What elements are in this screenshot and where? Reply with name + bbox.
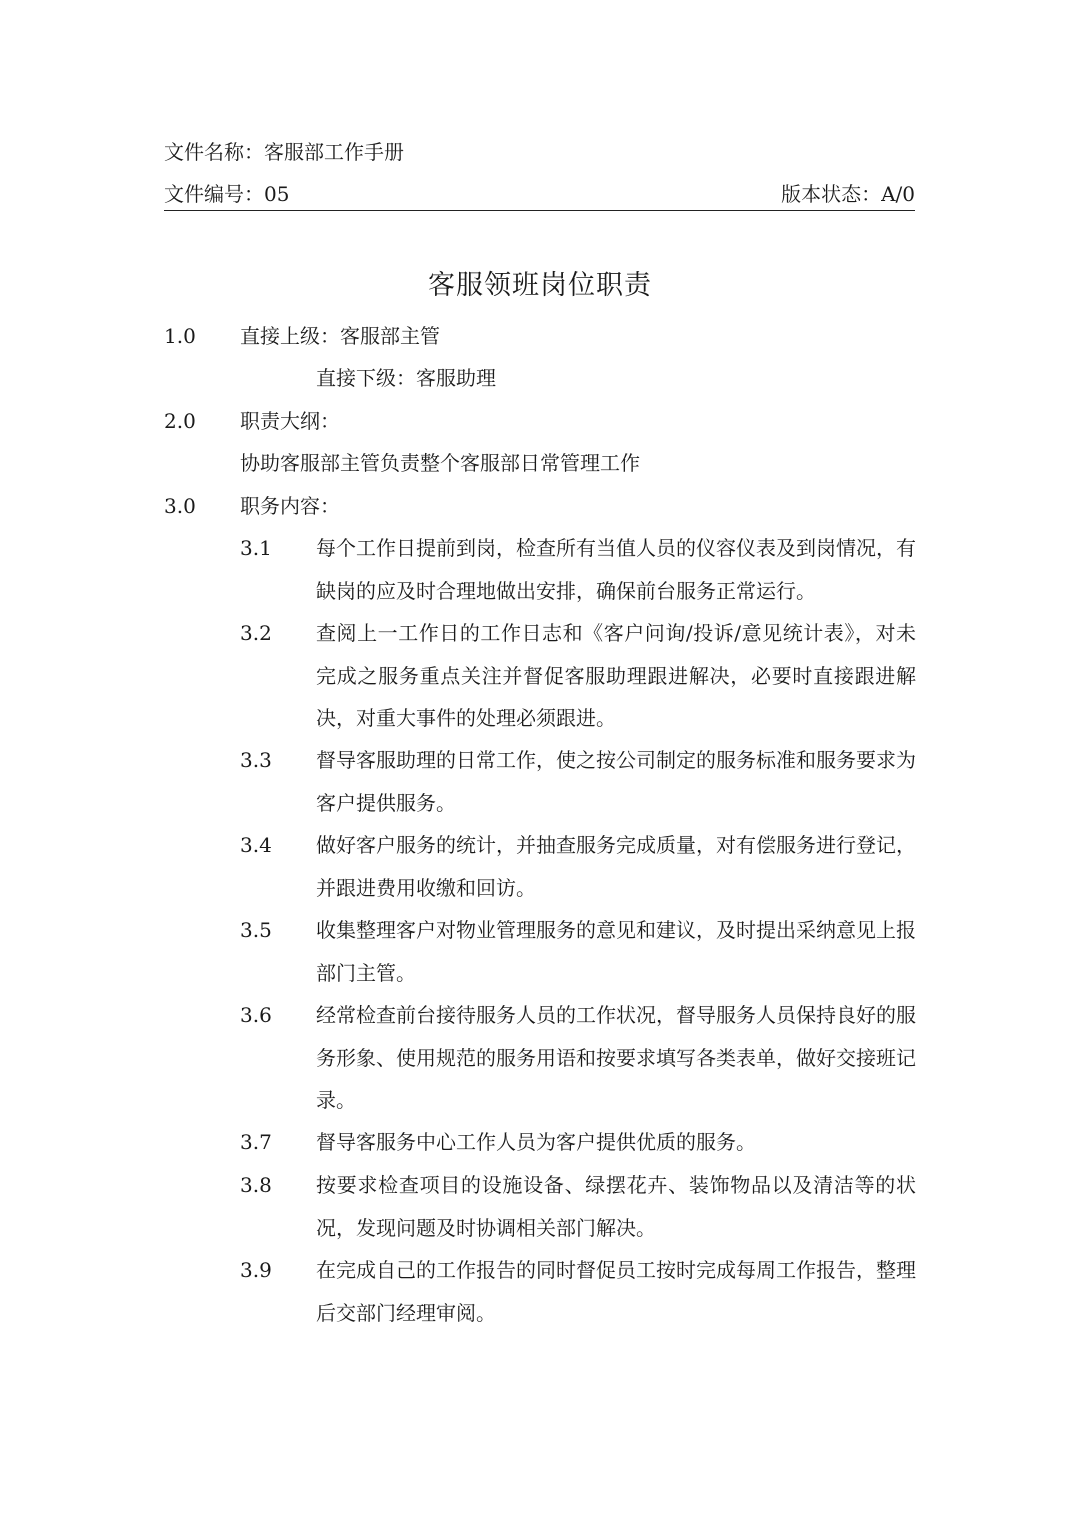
item-text: 每个工作日提前到岗，检查所有当值人员的仪容仪表及到岗情况，有缺岗的应及时合理地做出安排，确保前台服务正常运行。: [316, 536, 916, 603]
file-number: 文件编号：05: [164, 182, 290, 206]
item-number: 3.1: [240, 536, 272, 560]
item-text: 收集整理客户对物业管理服务的意见和建议，及时提出采纳意见上报部门主管。: [316, 918, 916, 985]
item-number: 3.2: [240, 621, 272, 645]
duty-outline-text: 协助客服部主管负责整个客服部日常管理工作: [240, 451, 640, 475]
direct-subordinate: 直接下级：客服助理: [316, 366, 496, 390]
item-number: 3.7: [240, 1130, 272, 1154]
item-text: 查阅上一工作日的工作日志和《客户问询/投诉/意见统计表》，对未完成之服务重点关注并督促客服助理跟进解决，必要时直接跟进解决，对重大事件的处理必须跟进。: [316, 621, 916, 730]
file-header-rule: [164, 178, 915, 211]
item-number: 3.6: [240, 1003, 272, 1027]
section-number: 3.0: [164, 494, 196, 518]
item-text: 督导客服务中心工作人员为客户提供优质的服务。: [316, 1130, 756, 1154]
item-number: 3.9: [240, 1258, 272, 1282]
item-text: 督导客服助理的日常工作，使之按公司制定的服务标准和服务要求为客户提供服务。: [316, 748, 916, 815]
item-number: 3.3: [240, 748, 272, 772]
job-content-label: 职务内容：: [240, 494, 340, 518]
item-number: 3.4: [240, 833, 272, 857]
version-status: 版本状态：A/0: [781, 182, 915, 206]
section-number: 1.0: [164, 324, 196, 348]
file-name: 文件名称：客服部工作手册: [164, 140, 404, 164]
direct-superior: 直接上级：客服部主管: [240, 324, 440, 348]
item-text: 做好客户服务的统计，并抽查服务完成质量，对有偿服务进行登记，并跟进费用收缴和回访。: [316, 833, 916, 900]
item-text: 经常检查前台接待服务人员的工作状况，督导服务人员保持良好的服务形象、使用规范的服务用语和按要求填写各类表单，做好交接班记录。: [316, 1003, 916, 1112]
item-number: 3.8: [240, 1173, 272, 1197]
item-number: 3.5: [240, 918, 272, 942]
document-title: 客服领班岗位职责: [428, 270, 652, 301]
item-text: 在完成自己的工作报告的同时督促员工按时完成每周工作报告，整理后交部门经理审阅。: [316, 1258, 916, 1325]
duty-outline-label: 职责大纲：: [240, 409, 340, 433]
item-text: 按要求检查项目的设施设备、绿摆花卉、装饰物品以及清洁等的状况，发现问题及时协调相关部门解决。: [316, 1173, 916, 1240]
section-number: 2.0: [164, 409, 196, 433]
